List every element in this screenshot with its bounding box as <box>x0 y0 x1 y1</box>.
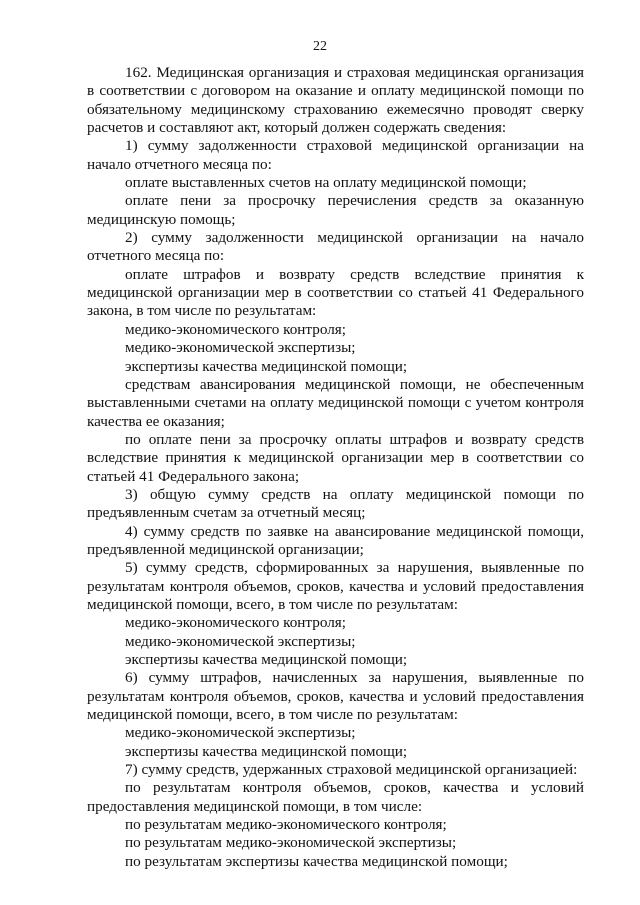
paragraph-item-6-mee: медико-экономической экспертизы; <box>125 724 356 742</box>
document-body <box>87 64 584 871</box>
paragraph-item-4: 4) сумму средств по заявке на авансирование медицинской помощи, предъявленной медицинской организации; <box>87 522 584 558</box>
paragraph-item-7-ekmp: по результатам экспертизы качества медицинской помощи; <box>125 852 508 870</box>
paragraph-item-5-mee: медико-экономической экспертизы; <box>125 632 356 650</box>
paragraph-item-2-advance: средствам авансирования медицинской помощи, не обеспеченным выставленными счетами на оплату медицинской помощи с учетом контроля качества ее оказания; <box>87 375 584 430</box>
paragraph-item-5-ekmp: экспертизы качества медицинской помощи; <box>125 651 408 668</box>
paragraph-item-2-mee: медико-экономической экспертизы; <box>125 339 356 357</box>
paragraph-item-2-ekmp: экспертизы качества медицинской помощи; <box>125 357 408 375</box>
paragraph-item-2-fines: оплате штрафов и возврату средств вследствие принятия к медицинской организации мер в соответствии со статьей 41 Федерального закона, в том числе по результатам: <box>87 265 584 320</box>
paragraph-item-6-ekmp: экспертизы качества медицинской помощи; <box>125 742 408 760</box>
paragraph-item-7-control: по результатам контроля объемов, сроков, качества и условий предоставления медицинской помощи, в том числе: <box>87 779 584 815</box>
paragraph-item-1: 1) сумму задолженности страховой медицинской организации на начало отчетного месяца по: <box>87 137 584 173</box>
paragraph-item-6: 6) сумму штрафов, начисленных за нарушения, выявленные по результатам контроля объемов, сроков, качества и условий предоставления медицинской помощи, всего, в том числе по результатам: <box>87 669 584 724</box>
page-number: 22 <box>313 39 327 54</box>
paragraph-item-7: 7) сумму средств, удержанных страховой медицинской организацией: <box>125 761 578 779</box>
paragraph-item-1-bills: оплате выставленных счетов на оплату медицинской помощи; <box>125 174 527 192</box>
paragraph-item-7-mek: по результатам медико-экономического контроля; <box>125 816 447 834</box>
paragraph-item-5-mek: медико-экономического контроля; <box>125 614 347 632</box>
paragraph-item-2-mek: медико-экономического контроля; <box>125 320 347 338</box>
paragraph-item-2: 2) сумму задолженности медицинской организации на начало отчетного месяца по: <box>87 229 584 265</box>
paragraph-162-intro: 162. Медицинская организация и страховая медицинская организация в соответствии с договором на оказание и оплату медицинской помощи по обязательному медицинскому страхованию ежемесячно проводят сверку расчетов и составляют акт, который должен содержать сведения: <box>87 64 584 137</box>
paragraph-item-5: 5) сумму средств, сформированных за нарушения, выявленные по результатам контроля объемов, сроков, качества и условий предоставления медицинской помощи, всего, в том числе по результатам: <box>87 559 584 613</box>
paragraph-item-1-penalty: оплате пени за просрочку перечисления средств за оказанную медицинскую помощь; <box>87 192 584 228</box>
paragraph-item-2-penalty: по оплате пени за просрочку оплаты штрафов и возврату средств вследствие принятия к медицинской организации мер в соответствии со статьей 41 Федерального закона; <box>87 430 584 485</box>
paragraph-item-7-mee: по результатам медико-экономической экспертизы; <box>125 834 457 852</box>
paragraph-item-3: 3) общую сумму средств на оплату медицинской помощи по предъявленным счетам за отчетный месяц; <box>87 485 584 522</box>
